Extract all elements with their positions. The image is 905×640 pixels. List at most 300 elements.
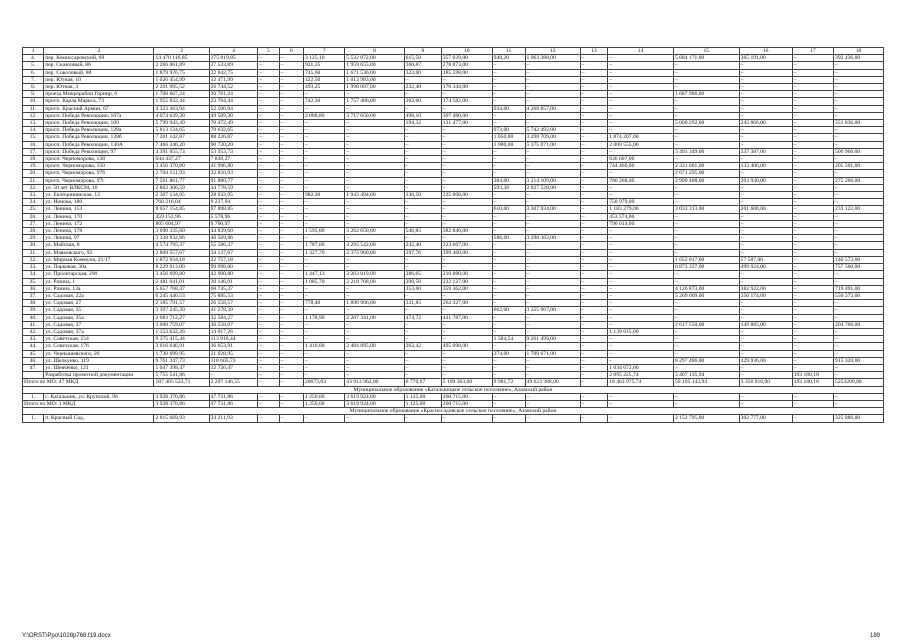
table-cell: – (739, 300, 792, 307)
table-cell: – (739, 127, 792, 134)
table-cell: – (258, 415, 279, 422)
table-cell: 359 362,00 (441, 285, 492, 292)
table-cell: пер. Ютная, 10 (44, 76, 154, 83)
table-cell: Итого по МО: 1 МКД (23, 400, 154, 407)
table-cell: – (279, 199, 303, 206)
table-cell: – (580, 249, 608, 256)
table-cell: – (345, 364, 404, 371)
table-cell: 43 913 962,00 (345, 379, 404, 386)
table-cell: – (279, 112, 303, 119)
table-cell: – (580, 69, 608, 76)
table-cell: – (404, 336, 441, 343)
table-cell: 3 338 932,86 (154, 235, 209, 242)
table-cell: – (258, 62, 279, 69)
table-cell: – (279, 156, 303, 163)
table-cell: – (345, 292, 404, 299)
table-cell: – (441, 91, 492, 98)
table-cell: пер. Сказочный, 86 (44, 62, 154, 69)
table-cell: ул. Пролетарская, 290 (44, 271, 154, 278)
table-cell: 5 755 541,86 (154, 372, 209, 379)
table-cell: – (303, 163, 344, 170)
table-row (23, 192, 884, 199)
table-cell: – (303, 307, 344, 314)
table-cell: – (580, 228, 608, 235)
table-cell: – (608, 393, 674, 400)
table-cell: – (608, 192, 674, 199)
table-cell: – (258, 393, 279, 400)
table-cell: – (258, 184, 279, 191)
table-cell: 2 671 295,00 (673, 170, 739, 177)
table-cell: просп. Победа Революции, 130А (44, 141, 154, 148)
table-row (23, 177, 884, 184)
table-cell: – (441, 141, 492, 148)
table-cell: ул. Щелкунко, 119 (44, 357, 154, 364)
table-cell: – (608, 91, 674, 98)
table-cell: – (580, 300, 608, 307)
table-cell: – (739, 343, 792, 350)
table-cell: – (492, 112, 525, 119)
table-cell: 22. (23, 184, 44, 191)
table-cell: 1 963 388,00 (525, 55, 580, 62)
table-cell: – (525, 112, 580, 119)
table-cell: ул. Садовая, 27 (44, 300, 154, 307)
table-cell: – (441, 177, 492, 184)
table-cell: – (279, 127, 303, 134)
table-cell: – (258, 120, 279, 127)
table-cell: – (279, 235, 303, 242)
table-cell: – (580, 220, 608, 227)
table-cell: Муниципальное образование «Красносадовское сельское поселение», Азовский район (23, 408, 884, 415)
table-cell: – (279, 76, 303, 83)
table-cell: 3 717 650,00 (345, 112, 404, 119)
table-row (23, 264, 884, 271)
table-cell: – (792, 220, 833, 227)
table-cell: 2 095 225,74 (608, 372, 674, 379)
table-cell: – (279, 271, 303, 278)
table-cell: пер. Ютная, 3 (44, 84, 154, 91)
table-cell: – (834, 235, 884, 242)
table-cell: – (608, 242, 674, 249)
table-cell: – (739, 235, 792, 242)
table-cell: – (792, 141, 833, 148)
table-cell: – (580, 213, 608, 220)
table-cell: 6 245 440,53 (154, 292, 209, 299)
table-cell: – (492, 372, 525, 379)
table-cell: – (279, 141, 303, 148)
table-cell: – (525, 292, 580, 299)
table-cell: – (258, 249, 279, 256)
table-cell: – (279, 184, 303, 191)
table-cell: 3 298 709,00 (525, 134, 580, 141)
table-cell: 302,60 (404, 98, 441, 105)
table-cell: – (492, 220, 525, 227)
table-cell: просп. Победа Революции, 128б (44, 134, 154, 141)
table-cell: 399 460,00 (441, 249, 492, 256)
table-cell: – (279, 357, 303, 364)
table-cell: 21 028,95 (209, 350, 258, 357)
table-cell: – (279, 91, 303, 98)
table-cell: – (608, 84, 674, 91)
table-cell: 22 842,75 (209, 69, 258, 76)
table-cell: – (792, 228, 833, 235)
table-cell: 4 323 363,94 (154, 105, 209, 112)
table-cell: – (580, 264, 608, 271)
table-cell: 3 008 759,07 (154, 321, 209, 328)
table-cell: 45. (23, 350, 44, 357)
table-cell: 973,00 (492, 127, 525, 134)
table-cell: 4 268 857,00 (525, 105, 580, 112)
table-cell: 33. (23, 264, 44, 271)
table-cell: – (673, 249, 739, 256)
table-cell: – (834, 192, 884, 199)
table-cell: – (258, 192, 279, 199)
table-cell: – (739, 84, 792, 91)
table-cell: – (525, 213, 580, 220)
table-cell: – (303, 415, 344, 422)
table-cell: – (525, 148, 580, 155)
table-cell: ул. Садовая, 37а (44, 328, 154, 335)
table-cell: – (739, 170, 792, 177)
table-cell: – (739, 213, 792, 220)
table-cell: – (345, 372, 404, 379)
table-cell: 1 327,70 (303, 249, 344, 256)
table-row (23, 76, 884, 83)
table-row (23, 357, 884, 364)
table-cell: 307 480,00 (441, 112, 492, 119)
table-cell: – (279, 206, 303, 213)
table-cell: 193 180,18 (792, 372, 833, 379)
table-cell: 193 180,18 (792, 379, 833, 386)
table-cell: 4 074 639,30 (154, 112, 209, 119)
table-cell: – (345, 307, 404, 314)
table-cell: – (258, 292, 279, 299)
table-cell: 27 533,89 (209, 62, 258, 69)
table-cell: – (303, 184, 344, 191)
table-cell: – (492, 364, 525, 371)
table-cell: 1 447,13 (303, 271, 344, 278)
table-cell: – (739, 62, 792, 69)
table-cell: – (580, 91, 608, 98)
table-cell: 140 573,00 (834, 256, 884, 263)
table-cell: – (441, 328, 492, 335)
table-cell: 133 406,00 (739, 163, 792, 170)
table-cell: – (258, 148, 279, 155)
table-cell: 10 (441, 48, 492, 55)
table-cell: – (441, 184, 492, 191)
table-row (23, 199, 884, 206)
table-cell: 1 709 671,00 (525, 350, 580, 357)
table-cell: – (792, 264, 833, 271)
table-cell: 493,25 (303, 84, 344, 91)
table-cell: – (580, 285, 608, 292)
table-cell: – (739, 307, 792, 314)
table-cell: просп. Карла Маркса, 73 (44, 98, 154, 105)
table-row (23, 350, 884, 357)
table-cell: – (834, 105, 884, 112)
table-cell: – (792, 364, 833, 371)
table-cell: 1 671 536,00 (345, 69, 404, 76)
table-row (23, 69, 884, 76)
table-cell: – (345, 91, 404, 98)
table-cell: 5 375 071,00 (525, 141, 580, 148)
table-cell: 4 391 055,73 (154, 148, 209, 155)
table-cell: 23 764,44 (209, 98, 258, 105)
table-cell: – (279, 163, 303, 170)
table-cell: 453 574,00 (608, 213, 674, 220)
table-cell: 5 813 124,65 (154, 127, 209, 134)
table-cell: – (404, 264, 441, 271)
table-cell: – (441, 235, 492, 242)
table-cell: 35. (23, 278, 44, 285)
table-cell: 4 126 873,00 (673, 285, 739, 292)
table-cell: – (792, 62, 833, 69)
table-cell: – (792, 256, 833, 263)
table-cell: – (279, 336, 303, 343)
table-cell: 662,00 (492, 307, 525, 314)
table-cell: – (345, 220, 404, 227)
table-cell: – (673, 213, 739, 220)
table-cell: – (834, 170, 884, 177)
table-cell: – (492, 328, 525, 335)
table-cell: – (792, 249, 833, 256)
table-cell: ул. Майская, 8 (44, 242, 154, 249)
table-cell: 32. (23, 256, 44, 263)
table-cell: 506 966,00 (834, 148, 884, 155)
table-cell: 360,87 (404, 62, 441, 69)
table-cell: – (404, 307, 441, 314)
table-cell: 1 139 615,00 (608, 328, 674, 335)
table-cell: 7 (303, 48, 344, 55)
table-cell: – (792, 206, 833, 213)
table-cell: – (492, 120, 525, 127)
table-cell: – (404, 177, 441, 184)
table-cell: – (303, 156, 344, 163)
table-cell: 41. (23, 321, 44, 328)
table-cell: 26 558,57 (209, 300, 258, 307)
table-cell: ул. Екатерининская, 12 (44, 192, 154, 199)
table-cell: – (834, 271, 884, 278)
table-cell: 588,60 (492, 235, 525, 242)
table-cell: 1 410,00 (303, 343, 344, 350)
table-cell: 3 214 109,00 (525, 177, 580, 184)
table-cell: 2 266 061,89 (154, 62, 209, 69)
table-cell: – (258, 141, 279, 148)
table-cell: – (303, 177, 344, 184)
table-cell: 1 687 906,00 (673, 91, 739, 98)
table-cell: – (258, 285, 279, 292)
table-cell: – (580, 192, 608, 199)
table-cell: 1 250,00 (303, 393, 344, 400)
table-cell: – (345, 206, 404, 213)
table-cell: – (258, 98, 279, 105)
table-cell: – (525, 163, 580, 170)
table-cell: ул. Ионова, 180 (44, 199, 154, 206)
table-cell: – (580, 400, 608, 407)
table-cell: – (258, 213, 279, 220)
table-cell: – (492, 242, 525, 249)
table-cell: – (792, 415, 833, 422)
table-cell: – (739, 192, 792, 199)
table-cell: – (258, 307, 279, 314)
table-cell: 11. (23, 105, 44, 112)
table-cell: – (792, 148, 833, 155)
table-cell: – (492, 91, 525, 98)
table-cell: – (345, 357, 404, 364)
table-cell: – (834, 184, 884, 191)
table-cell: – (792, 105, 833, 112)
table-cell: – (834, 84, 884, 91)
table-cell: – (404, 372, 441, 379)
table-cell: 88 226,87 (209, 134, 258, 141)
table-cell: 1. (23, 415, 44, 422)
table-cell: 28 032,95 (209, 192, 258, 199)
table-cell: 6 873 337,00 (673, 264, 739, 271)
table-cell: 382 846,00 (441, 228, 492, 235)
table-row (23, 184, 884, 191)
table-cell: – (580, 76, 608, 83)
table-cell: – (834, 62, 884, 69)
table-cell: 2 827 528,00 (525, 184, 580, 191)
table-cell: 17. (23, 148, 44, 155)
table-cell: 24. (23, 199, 44, 206)
table-row (23, 156, 884, 163)
table-cell: 1 708 667,24 (154, 91, 209, 98)
table-cell: 14 470 116,85 (154, 55, 209, 62)
table-cell: – (258, 69, 279, 76)
table-cell: – (834, 220, 884, 227)
table-cell: 194,32 (404, 120, 441, 127)
table-cell: 12. (23, 112, 44, 119)
table-cell: – (580, 372, 608, 379)
table-cell: – (441, 156, 492, 163)
table-cell: – (608, 76, 674, 83)
table-cell: – (303, 134, 344, 141)
table-cell: 26 744,52 (209, 84, 258, 91)
table-cell: – (404, 206, 441, 213)
table-cell: – (492, 213, 525, 220)
table-cell: – (492, 393, 525, 400)
table-cell: 441 787,00 (441, 314, 492, 321)
table-cell: 3 298 363,00 (525, 235, 580, 242)
table-cell: 70 472,49 (209, 120, 258, 127)
table-cell: – (792, 278, 833, 285)
table-cell: пер. Комиссаровский, 69 (44, 55, 154, 62)
table-cell: 644 437,27 (154, 156, 209, 163)
table-cell: – (608, 184, 674, 191)
table-cell: – (258, 242, 279, 249)
table-cell: 335 608,00 (441, 192, 492, 199)
table-cell: – (404, 156, 441, 163)
table-cell: 37. (23, 292, 44, 299)
table-cell: 46. (23, 357, 44, 364)
table-cell: – (580, 357, 608, 364)
table-cell: 15. (23, 134, 44, 141)
table-cell: 796 014,00 (608, 220, 674, 227)
table-cell: – (525, 328, 580, 335)
table-cell: 5 684 171,00 (673, 55, 739, 62)
table-cell: 3 397 245,39 (154, 307, 209, 314)
table-cell: – (580, 98, 608, 105)
table-cell: 260 715,00 (441, 393, 492, 400)
table-cell: 2 375 960,00 (345, 249, 404, 256)
table-cell: 336,50 (404, 192, 441, 199)
table-cell: 323,00 (404, 69, 441, 76)
table-row (23, 148, 884, 155)
table-cell: – (834, 328, 884, 335)
table-cell: – (303, 264, 344, 271)
table-cell: – (441, 336, 492, 343)
table-cell: – (580, 105, 608, 112)
table-cell: – (303, 372, 344, 379)
table-cell: 1 013 983,00 (345, 76, 404, 83)
table-cell: 31. (23, 249, 44, 256)
table-cell: – (525, 192, 580, 199)
table-cell: 36. (23, 285, 44, 292)
table-cell: – (608, 415, 674, 422)
table-cell: – (580, 278, 608, 285)
table-cell: – (404, 148, 441, 155)
table-cell: – (345, 184, 404, 191)
table-cell: 550 372,00 (834, 292, 884, 299)
table-cell: 1 080,00 (492, 141, 525, 148)
table-cell: 7 561 861,77 (154, 177, 209, 184)
table-cell: – (441, 350, 492, 357)
table-cell: – (834, 98, 884, 105)
table-cell: 113 916,44 (209, 336, 258, 343)
table-cell: – (608, 235, 674, 242)
table-cell: 1 026 454,99 (154, 76, 209, 83)
table-cell: – (834, 350, 884, 357)
table-cell: – (739, 336, 792, 343)
table-cell: просп. Черноморова, 97г (44, 177, 154, 184)
table-cell: – (792, 292, 833, 299)
table-cell: 2 185 791,57 (154, 300, 209, 307)
table-cell: – (792, 300, 833, 307)
table-cell: – (492, 264, 525, 271)
table-cell: – (258, 278, 279, 285)
table-cell: ул. Маяковского, 92 (44, 249, 154, 256)
table-row (23, 249, 884, 256)
table-cell: 1 943 494,00 (345, 192, 404, 199)
table-cell: 744 466,00 (608, 163, 674, 170)
table-cell: – (492, 163, 525, 170)
table-cell: – (209, 372, 258, 379)
table-cell: – (834, 127, 884, 134)
table-cell: – (303, 199, 344, 206)
table-cell: – (792, 271, 833, 278)
table-cell: 75 885,53 (209, 292, 258, 299)
table-cell: – (673, 98, 739, 105)
table-cell: – (673, 235, 739, 242)
table-cell: – (345, 105, 404, 112)
table-cell: – (492, 148, 525, 155)
table-cell: – (258, 328, 279, 335)
table-row (23, 55, 884, 62)
table-cell: – (834, 343, 884, 350)
table-cell: – (580, 127, 608, 134)
table-cell: 1 757 486,00 (345, 98, 404, 105)
table-cell: – (673, 271, 739, 278)
table-cell: 3 619 924,00 (345, 400, 404, 407)
table-cell: 242,40 (404, 242, 441, 249)
table-cell: – (492, 285, 525, 292)
table-cell: – (492, 69, 525, 76)
table-cell: 20. (23, 170, 44, 177)
table-cell: – (492, 314, 525, 321)
table-cell: – (525, 364, 580, 371)
table-cell: 302 777,00 (739, 415, 792, 422)
table-cell: ул. Парковая, 30а (44, 264, 154, 271)
